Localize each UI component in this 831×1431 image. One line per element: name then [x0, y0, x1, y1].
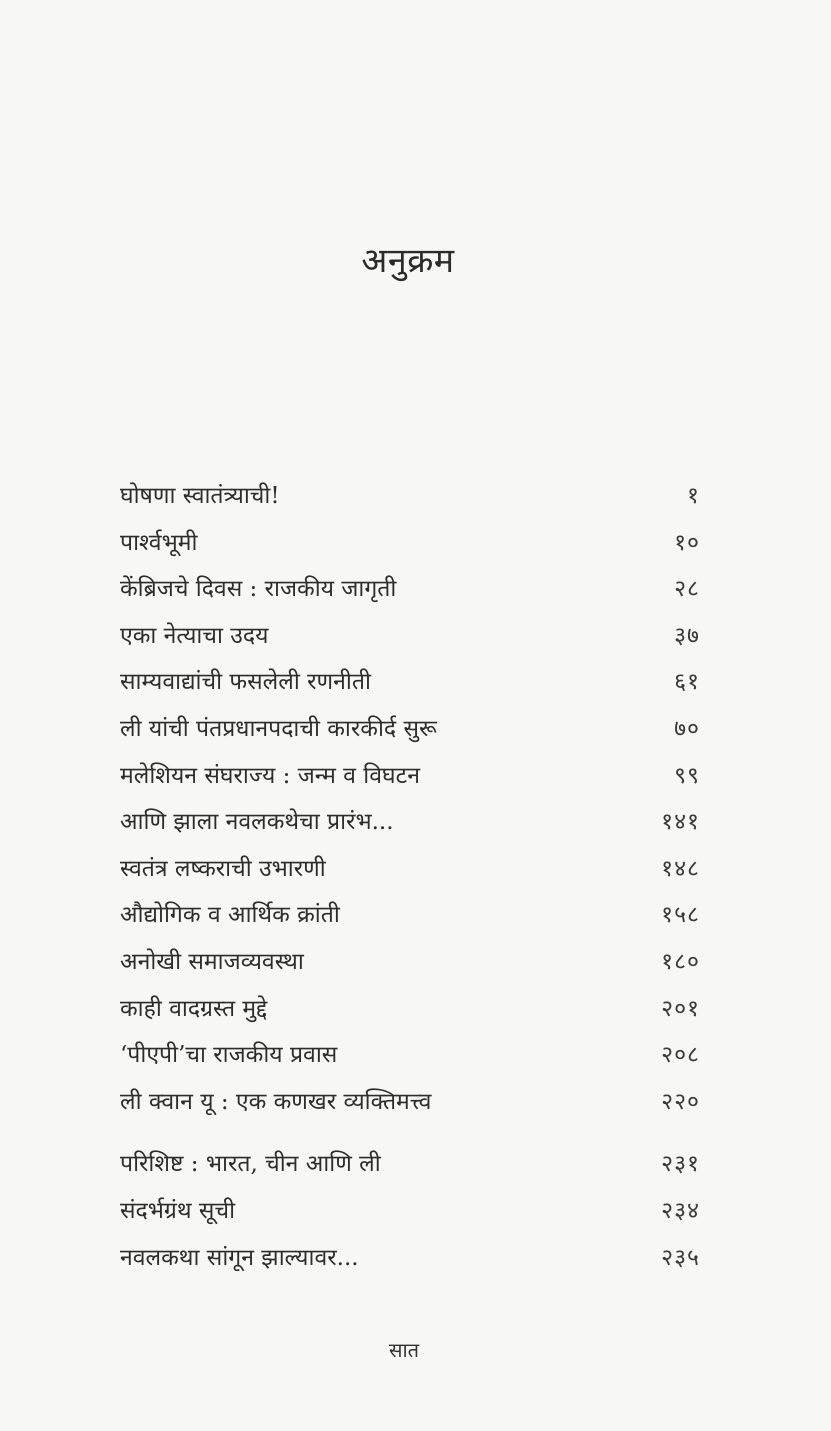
- toc-entry-title: काही वादग्रस्त मुद्दे: [120, 995, 268, 1022]
- toc-entry: [120, 525, 700, 572]
- toc-entry: [120, 1193, 700, 1240]
- toc-entry: [120, 944, 700, 991]
- toc-entry-title: मलेशियन संघराज्य : जन्म व विघटन: [120, 762, 420, 789]
- toc-entry-title: केंब्रिजचे दिवस : राजकीय जागृती: [120, 576, 397, 603]
- toc-entry: [120, 758, 700, 805]
- toc-entry-title: ‘पीएपी’चा राजकीय प्रवास: [120, 1042, 338, 1069]
- toc-entry: [120, 851, 700, 898]
- toc-entry-title: स्वतंत्र लष्कराची उभारणी: [120, 855, 326, 882]
- toc-entry: [120, 804, 700, 851]
- toc-entry-page: १८०: [661, 948, 700, 975]
- toc-entry: [120, 478, 700, 525]
- appendix-list: [120, 1146, 700, 1286]
- toc-entry-page: २३१: [661, 1151, 700, 1178]
- toc-entry-title: घोषणा स्वातंत्र्याची!: [120, 483, 280, 509]
- toc-entry-page: २३४: [661, 1197, 700, 1224]
- toc-entry-page: २३५: [661, 1244, 700, 1271]
- toc-entry-page: २८: [674, 576, 700, 603]
- toc-entry-title: ली यांची पंतप्रधानपदाची कारकीर्द सुरू: [120, 715, 437, 742]
- toc-entry-page: १४८: [661, 855, 700, 882]
- toc-entry: [120, 664, 700, 711]
- toc-entry-page: २२०: [661, 1088, 700, 1115]
- toc-entry-page: ३७: [674, 622, 700, 649]
- table-of-contents: [120, 478, 700, 1286]
- toc-entry-page: १: [687, 483, 700, 509]
- toc-entry: [120, 571, 700, 618]
- toc-entry-title: औद्योगिक व आर्थिक क्रांती: [120, 902, 340, 929]
- toc-entry: [120, 1037, 700, 1084]
- page-number: सात: [388, 1338, 420, 1362]
- toc-entry-page: १४१: [661, 809, 700, 836]
- toc-entry-title: संदर्भग्रंथ सूची: [120, 1197, 236, 1224]
- page-title: अनुक्रम: [361, 241, 455, 281]
- toc-entry: [120, 1084, 700, 1131]
- toc-entry: [120, 1240, 700, 1287]
- chapter-list: [120, 478, 700, 1130]
- toc-entry-page: ६१: [674, 669, 700, 696]
- toc-entry-page: १०: [674, 529, 700, 556]
- toc-entry-page: २०१: [661, 995, 700, 1022]
- toc-entry-page: ९९: [674, 762, 700, 789]
- toc-entry: [120, 711, 700, 758]
- toc-entry-page: १५८: [661, 902, 700, 929]
- toc-entry: [120, 991, 700, 1038]
- toc-entry-page: २०८: [661, 1042, 700, 1069]
- toc-entry: [120, 897, 700, 944]
- toc-entry-title: नवलकथा सांगून झाल्यावर...: [120, 1244, 359, 1271]
- toc-entry-title: पार्श्वभूमी: [120, 529, 198, 556]
- toc-entry: [120, 1146, 700, 1193]
- toc-entry-title: एका नेत्याचा उदय: [120, 622, 269, 649]
- toc-entry-title: अनोखी समाजव्यवस्था: [120, 948, 304, 975]
- toc-entry-title: साम्यवाद्यांची फसलेली रणनीती: [120, 669, 371, 696]
- toc-entry-title: ली क्वान यू : एक कणखर व्यक्तिमत्त्व: [120, 1088, 432, 1115]
- toc-entry-title: आणि झाला नवलकथेचा प्रारंभ...: [120, 809, 394, 836]
- toc-entry-title: परिशिष्ट : भारत, चीन आणि ली: [120, 1151, 381, 1178]
- toc-entry-page: ७०: [674, 715, 700, 742]
- toc-entry: [120, 618, 700, 665]
